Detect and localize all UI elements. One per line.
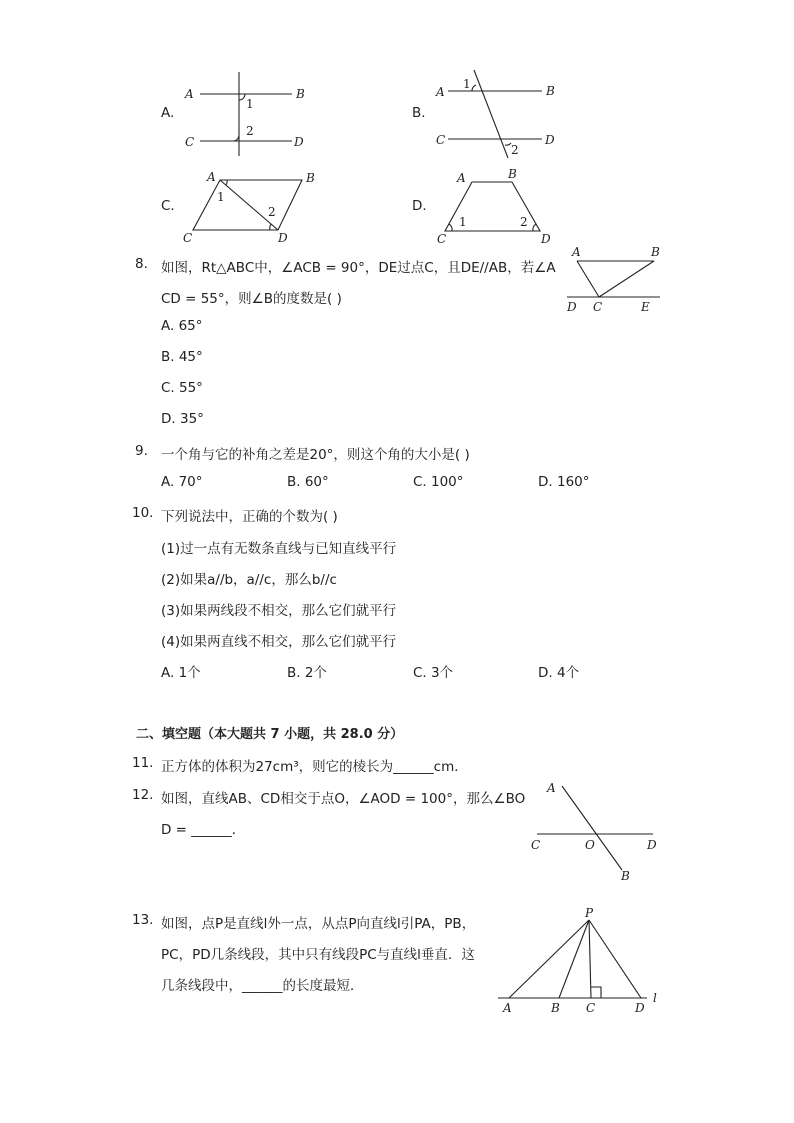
segment-pc: [589, 920, 591, 998]
angle-1-arc: [449, 224, 452, 231]
angle-1-arc: [239, 94, 245, 100]
q13-stem-line3: 几条线段中，______的长度最短．: [161, 978, 364, 994]
label-a: A: [436, 85, 445, 99]
label-b: B: [296, 87, 305, 101]
q13-stem-line1: 如图，点P是直线l外一点，从点P向直线l引PA，PB，: [161, 916, 476, 932]
option-b-label: B.: [412, 105, 426, 121]
q10-number: 10.: [132, 505, 154, 521]
option-c-label: C.: [161, 198, 175, 214]
right-angle-mark: [591, 987, 601, 998]
section-title: 二、填空题（本大题共 7 小题，共 28.0 分）: [136, 727, 404, 742]
label-2: 2: [246, 124, 254, 138]
label-1: 1: [217, 190, 225, 204]
q8-option-a[interactable]: A. 65°: [161, 318, 203, 334]
label-a: A: [547, 781, 556, 795]
label-1: 1: [459, 215, 467, 229]
q9-number: 9.: [135, 443, 148, 459]
label-d: D: [278, 231, 288, 245]
angle-2-arc: [533, 224, 536, 231]
label-p: P: [585, 906, 594, 920]
transversal: [474, 70, 508, 158]
figure-option-c: [180, 168, 325, 246]
option-d-label: D.: [412, 198, 427, 214]
q9-option-b[interactable]: B. 60°: [287, 474, 329, 490]
label-b: B: [546, 84, 555, 98]
q9-option-a[interactable]: A. 70°: [161, 474, 203, 490]
segment-bc: [599, 261, 654, 297]
label-d: D: [545, 133, 555, 147]
q12-number: 12.: [132, 787, 154, 803]
q11-text: 正方体的体积为27cm³，则它的棱长为______cm．: [161, 759, 468, 775]
q10-option-d[interactable]: D. 4个: [538, 665, 580, 681]
label-o: O: [585, 838, 595, 852]
label-e: E: [641, 300, 650, 314]
label-d: D: [635, 1001, 645, 1015]
q12-stem-line1: 如图，直线AB、CD相交于点O，∠AOD = 100°，那么∠BO: [161, 791, 526, 807]
q9-stem: 一个角与它的补角之差是20°，则这个角的大小是( ): [161, 447, 470, 463]
q8-option-c[interactable]: C. 55°: [161, 380, 203, 396]
angle-1-arc: [226, 180, 227, 185]
label-c: C: [183, 231, 193, 245]
q13-figure: [495, 900, 670, 1020]
angle-2-arc: [270, 224, 271, 230]
segment-pa: [509, 920, 589, 998]
label-b: B: [651, 245, 660, 259]
label-b: B: [508, 167, 517, 181]
label-a: A: [185, 87, 194, 101]
segment-ac: [577, 261, 599, 297]
q10-option-b[interactable]: B. 2个: [287, 665, 327, 681]
q10-option-c[interactable]: C. 3个: [413, 665, 454, 681]
label-l: l: [653, 991, 657, 1005]
q13-number: 13.: [132, 912, 154, 928]
q10-stem: 下列说法中，正确的个数为( ): [161, 509, 338, 525]
q12-stem-line2: D = ______．: [161, 822, 246, 838]
label-1: 1: [463, 77, 471, 91]
q8-option-b[interactable]: B. 45°: [161, 349, 203, 365]
label-d: D: [541, 232, 551, 246]
q10-statement-2: (2)如果a//b，a//c，那么b//c: [161, 572, 337, 588]
segment-pd: [589, 920, 641, 998]
label-c: C: [185, 135, 195, 149]
q8-number: 8.: [135, 256, 148, 272]
angle-2-arc: [233, 135, 239, 141]
segment-pb: [559, 920, 589, 998]
q9-option-d[interactable]: D. 160°: [538, 474, 590, 490]
label-2: 2: [511, 143, 519, 157]
parallelogram: [193, 180, 302, 230]
label-d: D: [567, 300, 577, 314]
label-c: C: [531, 838, 541, 852]
q8-figure: [562, 242, 672, 314]
q10-option-a[interactable]: A. 1个: [161, 665, 201, 681]
label-d: D: [647, 838, 657, 852]
label-a: A: [207, 170, 216, 184]
label-c: C: [436, 133, 446, 147]
label-a: A: [572, 245, 581, 259]
q8-option-d[interactable]: D. 35°: [161, 411, 204, 427]
q8-stem-line2: CD = 55°，则∠B的度数是( ): [161, 291, 342, 307]
figure-option-d: [432, 165, 562, 247]
label-a: A: [457, 171, 466, 185]
label-1: 1: [246, 97, 254, 111]
q11-number: 11.: [132, 755, 154, 771]
q10-statement-3: (3)如果两线段不相交，那么它们就平行: [161, 603, 397, 619]
label-c: C: [593, 300, 603, 314]
q13-stem-line2: PC，PD几条线段，其中只有线段PC与直线l垂直．这: [161, 947, 475, 963]
label-b: B: [621, 869, 630, 883]
option-a-label: A.: [161, 105, 175, 121]
label-c: C: [586, 1001, 596, 1015]
label-a: A: [503, 1001, 512, 1015]
figure-option-a: [180, 70, 320, 160]
label-b: B: [306, 171, 315, 185]
q10-statement-4: (4)如果两直线不相交，那么它们就平行: [161, 634, 397, 650]
label-d: D: [294, 135, 304, 149]
q12-figure: [525, 776, 665, 886]
label-c: C: [437, 232, 447, 246]
label-b: B: [551, 1001, 560, 1015]
label-2: 2: [268, 205, 276, 219]
line-ab: [562, 786, 622, 870]
angle-1-arc: [472, 85, 476, 91]
q10-statement-1: (1)过一点有无数条直线与已知直线平行: [161, 541, 397, 557]
label-2: 2: [520, 215, 528, 229]
q9-option-c[interactable]: C. 100°: [413, 474, 464, 490]
figure-option-b: [432, 68, 572, 160]
q8-stem-line1: 如图，Rt△ABC中，∠ACB = 90°，DE过点C，且DE//AB，若∠A: [161, 260, 556, 276]
